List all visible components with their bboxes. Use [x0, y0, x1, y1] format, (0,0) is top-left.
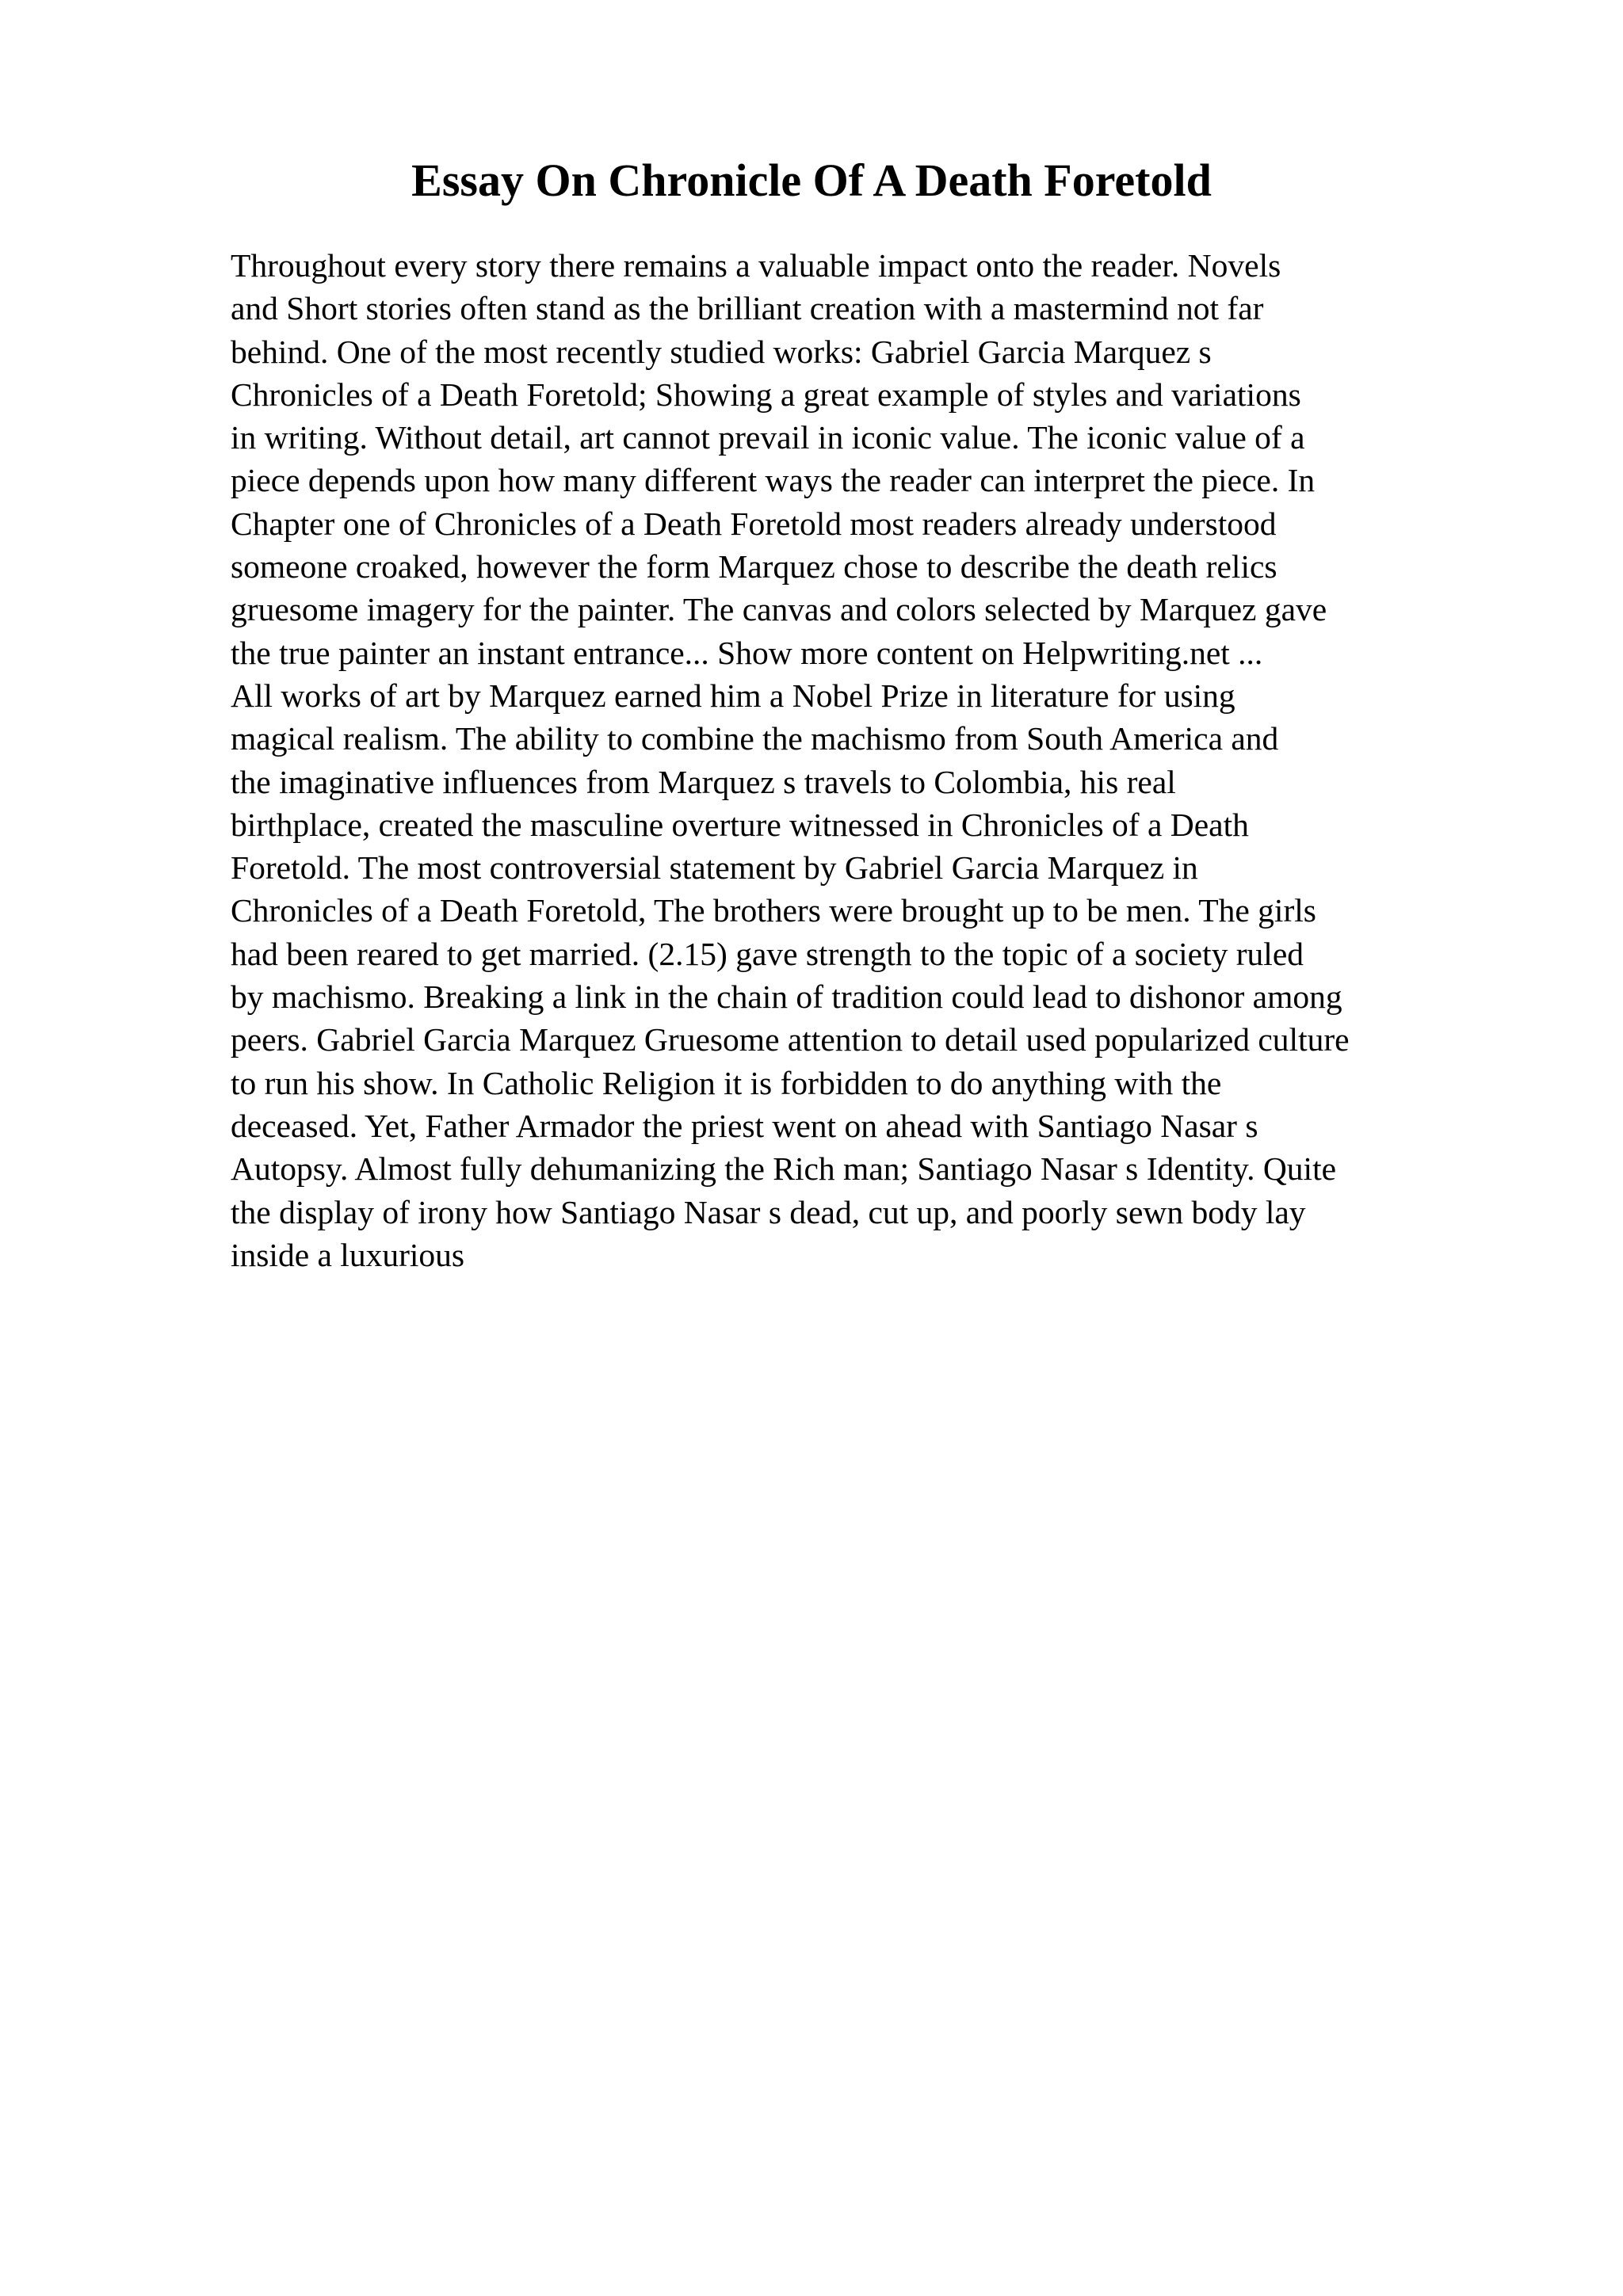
text-line: peers. Gabriel Garcia Marquez Gruesome attention to detail used popularized culture [231, 1021, 1350, 1058]
text-line: had been reared to get married. (2.15) gave strength to the topic of a society ruled [231, 935, 1304, 972]
text-line: Chapter one of Chronicles of a Death Foretold most readers already understood [231, 505, 1277, 542]
text-line: and Short stories often stand as the brilliant creation with a mastermind not far [231, 290, 1264, 327]
text-line: by machismo. Breaking a link in the chain of tradition could lead to dishonor among [231, 978, 1342, 1016]
document-title: Essay On Chronicle Of A Death Foretold [411, 154, 1212, 206]
text-line: the display of irony how Santiago Nasar s dead, cut up, and poorly sewn body lay [231, 1193, 1306, 1230]
text-line: Foretold. The most controversial statement by Gabriel Garcia Marquez in [231, 849, 1198, 887]
text-line: Chronicles of a Death Foretold, The brothers were brought up to be men. The girls [231, 892, 1316, 929]
text-line: Throughout every story there remains a valuable impact onto the reader. Novels [231, 247, 1281, 284]
text-line: All works of art by Marquez earned him a Nobel Prize in literature for using [231, 677, 1235, 714]
text-line: the true painter an instant entrance... Show more content on Helpwriting.net ... [231, 634, 1263, 671]
text-line: someone croaked, however the form Marquez chose to describe the death relics [231, 548, 1277, 585]
text-line: inside a luxurious [231, 1236, 465, 1273]
text-line: the imaginative influences from Marquez s travels to Colombia, his real [231, 763, 1176, 800]
text-line: in writing. Without detail, art cannot prevail in iconic value. The iconic value of a [231, 419, 1305, 456]
essay-body [231, 244, 1499, 1276]
text-line: piece depends upon how many different ways the reader can interpret the piece. In [231, 462, 1316, 499]
text-line: Chronicles of a Death Foretold; Showing a great example of styles and variations [231, 376, 1301, 413]
text-line: gruesome imagery for the painter. The canvas and colors selected by Marquez gave [231, 591, 1327, 628]
text-line: Autopsy. Almost fully dehumanizing the Rich man; Santiago Nasar s Identity. Quite [231, 1150, 1337, 1188]
text-line: deceased. Yet, Father Armador the priest went on ahead with Santiago Nasar s [231, 1107, 1258, 1144]
text-line: birthplace, created the masculine overture witnessed in Chronicles of a Death [231, 806, 1249, 843]
text-line: magical realism. The ability to combine the machismo from South America and [231, 720, 1279, 757]
text-line: to run his show. In Catholic Religion it is forbidden to do anything with the [231, 1064, 1222, 1101]
text-line: behind. One of the most recently studied works: Gabriel Garcia Marquez s [231, 333, 1212, 370]
